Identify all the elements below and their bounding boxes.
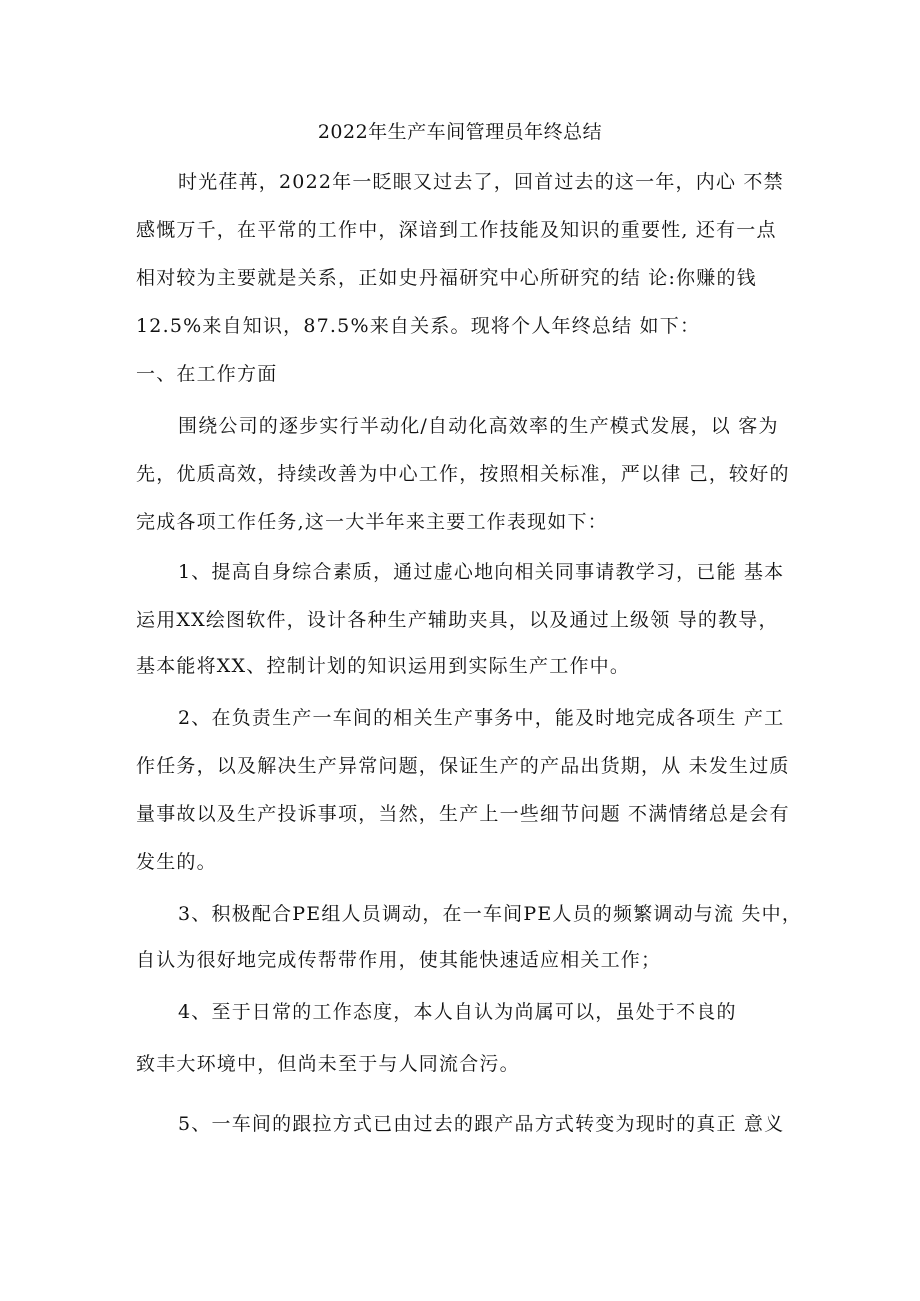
item5-line-1: 5、一车间的跟拉方式已由过去的跟产品方式转变为现时的真正 意义 xyxy=(178,1113,785,1135)
item2-line-4: 发生的。 xyxy=(136,851,217,873)
intro-line-3: 相对较为主要就是关系，正如史丹福研究中心所研究的结 论:你赚的钱 xyxy=(136,267,757,289)
section-intro-line-2: 先，优质高效，持续改善为中心工作，按照相关标准，严以律 己，较好的 xyxy=(136,463,790,485)
item1-line-1: 1、提高自身综合素质，通过虚心地向相关同事请教学习，已能 基本 xyxy=(178,561,785,583)
item2-line-1: 2、在负责生产一车间的相关生产事务中，能及时地完成各项生 产工 xyxy=(178,707,785,729)
intro-line-2: 感慨万千，在平常的工作中，深谙到工作技能及知识的重要性, 还有一点 xyxy=(136,219,777,241)
intro-line-4: 12.5%来自知识，87.5%来自关系。现将个人年终总结 如下： xyxy=(136,315,701,337)
item1-line-2: 运用XX绘图软件，设计各种生产辅助夹具，以及通过上级领 导的教导， xyxy=(136,609,779,631)
intro-line-1: 时光荏苒，2022年一眨眼又过去了，回首过去的这一年，内心 不禁 xyxy=(178,171,784,193)
section-heading-work: 一、在工作方面 xyxy=(136,363,278,385)
item2-line-3: 量事故以及生产投诉事项，当然，生产上一些细节问题 不满情绪总是会有 xyxy=(136,803,790,825)
section-intro-line-1: 围绕公司的逐步实行半动化/自动化高效率的生产模式发展，以 客为 xyxy=(178,415,779,437)
item2-line-2: 作任务，以及解决生产异常问题，保证生产的产品出货期，从 未发生过质 xyxy=(136,755,790,777)
item1-line-3: 基本能将XX、控制计划的知识运用到实际生产工作中。 xyxy=(136,655,631,677)
section-intro-line-3: 完成各项工作任务,这一大半年来主要工作表现如下： xyxy=(136,511,608,533)
document-title: 2022年生产车间管理员年终总结 xyxy=(317,121,603,143)
item3-line-2: 自认为很好地完成传帮带作用，使其能快速适应相关工作； xyxy=(136,949,662,971)
item4-line-1: 4、至于日常的工作态度，本人自认为尚属可以，虽处于不良的 xyxy=(178,1001,737,1023)
item4-line-2: 致丰大环境中，但尚未至于与人同流合污。 xyxy=(136,1053,520,1075)
item3-line-1: 3、积极配合PE组人员调动，在一车间PE人员的频繁调动与流 失中， xyxy=(178,903,803,925)
